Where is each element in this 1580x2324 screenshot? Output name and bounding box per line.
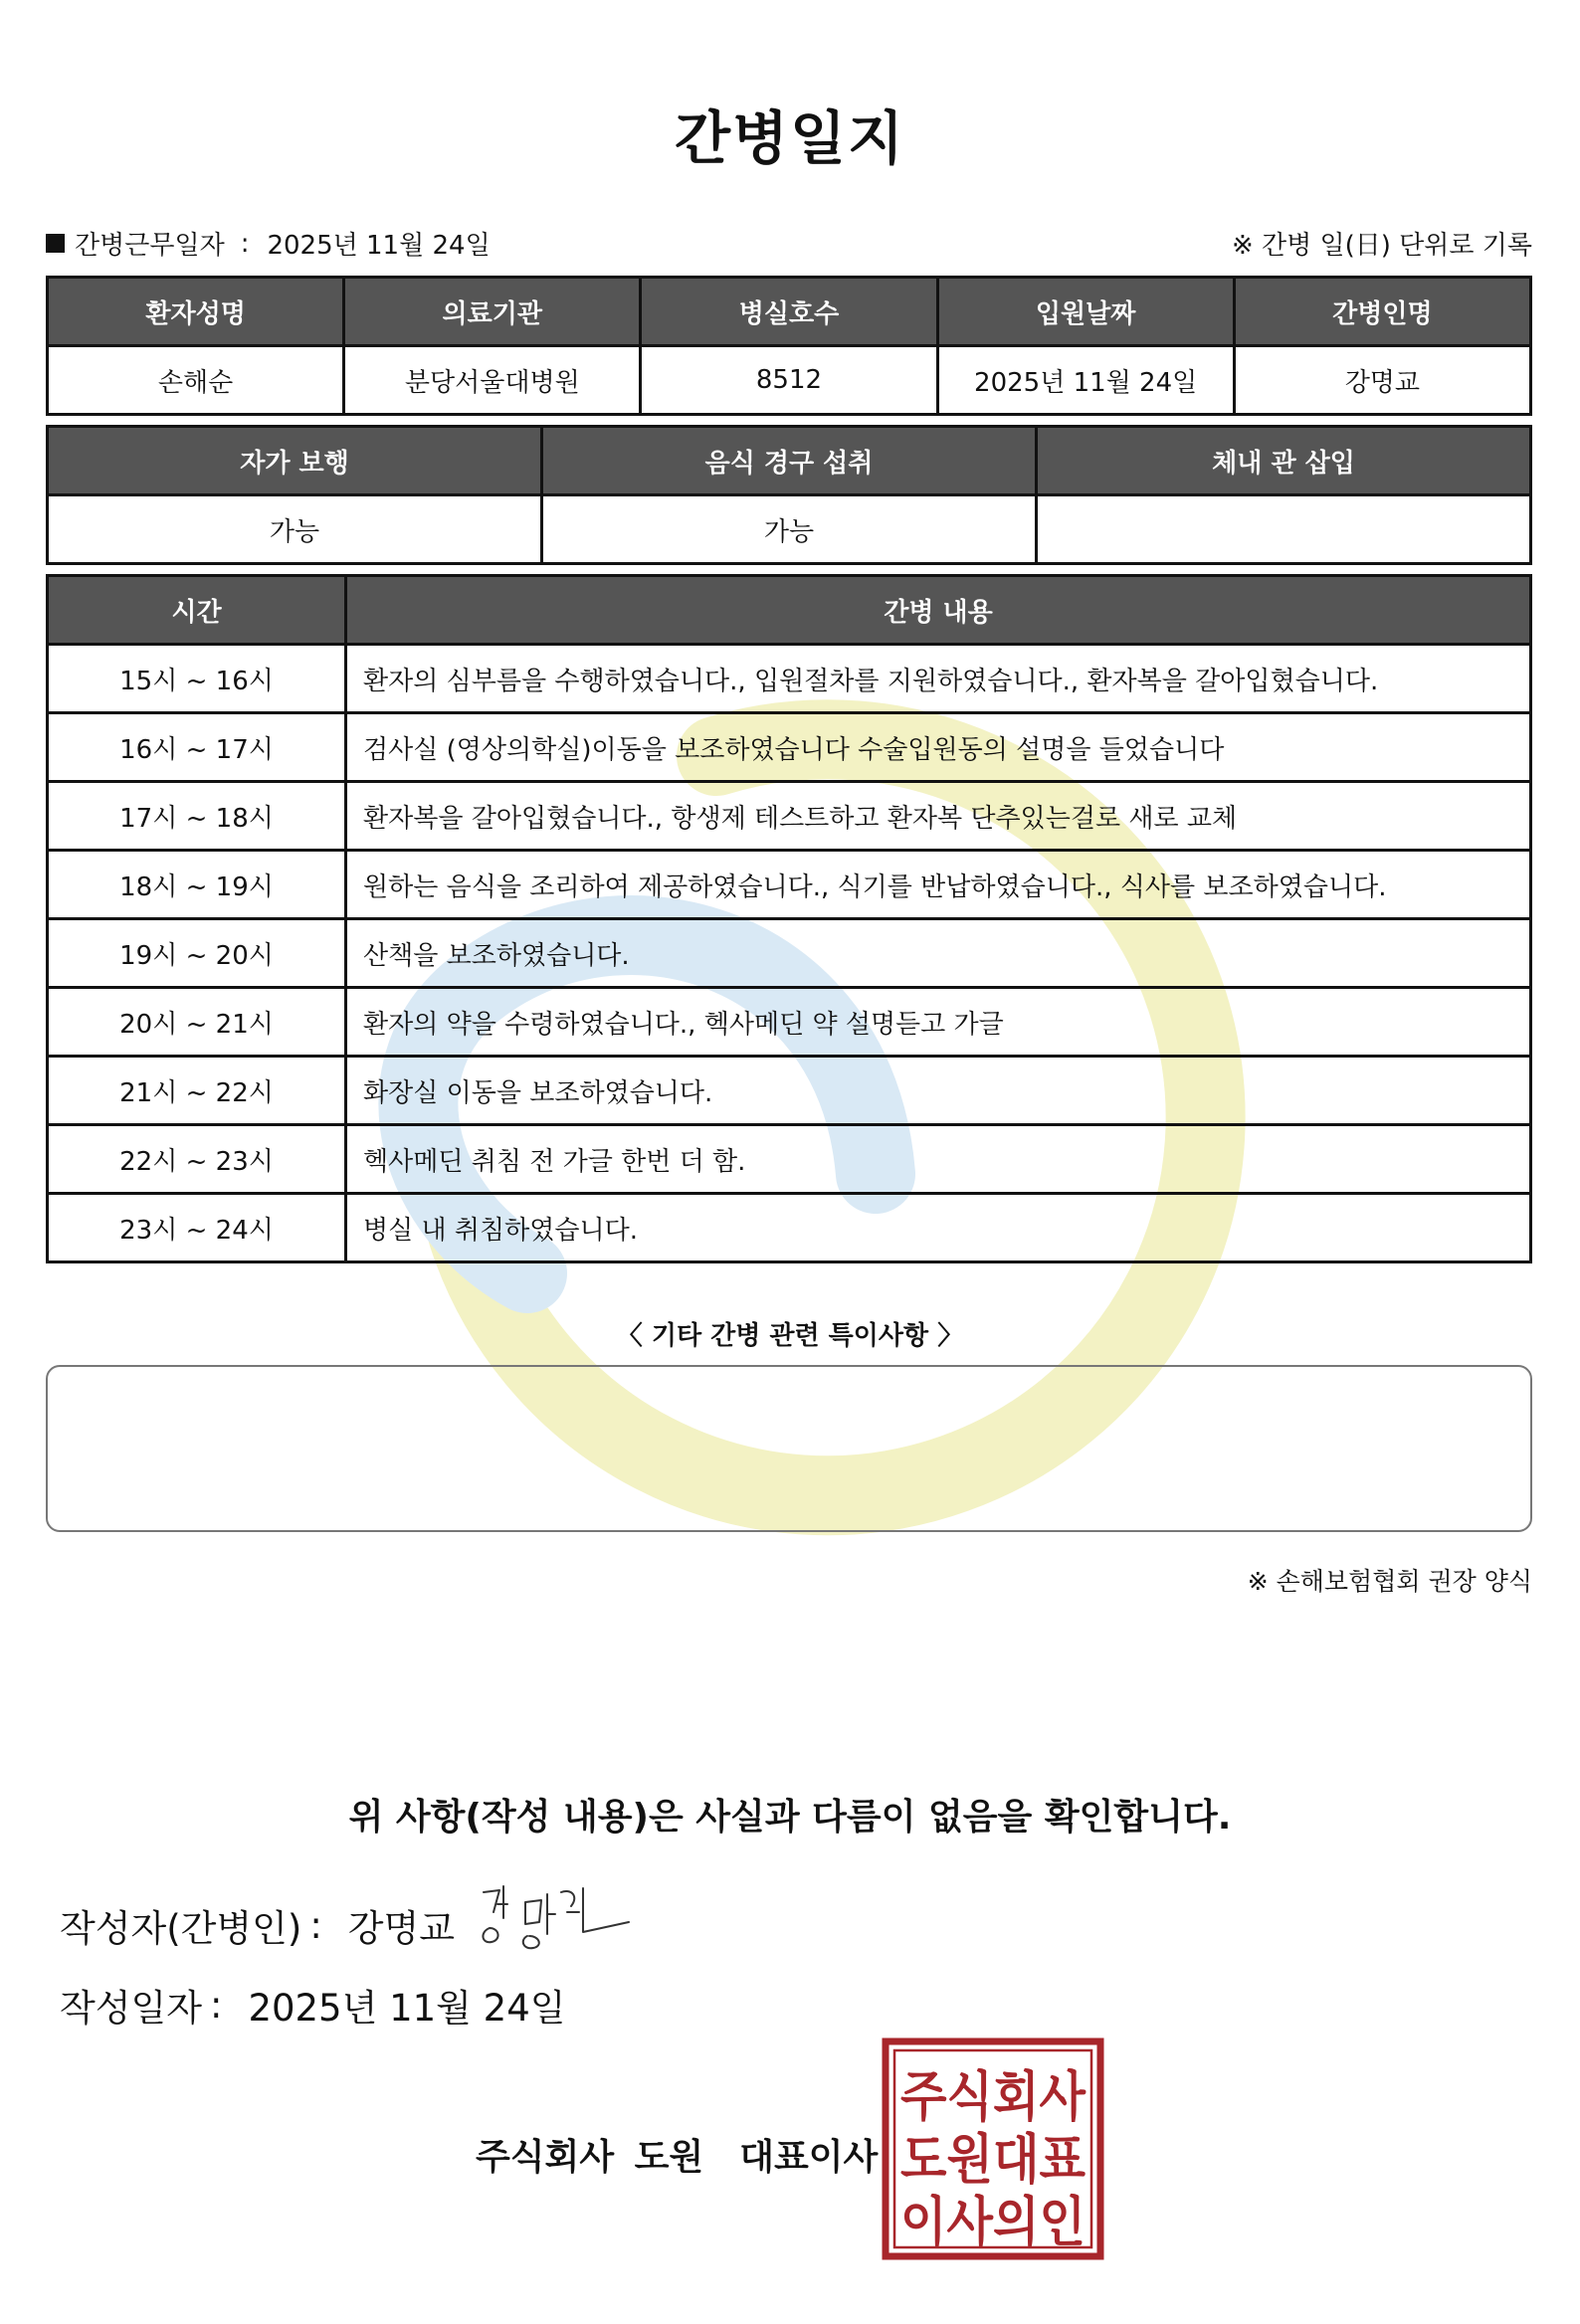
- table-row: [48, 1194, 1531, 1262]
- writer-name: 강명교: [347, 1907, 456, 1950]
- admission-date: 2025년 11월 24일: [937, 346, 1234, 415]
- signature-image: [476, 1878, 635, 1968]
- care-content-cell: 환자의 약을 수령하였습니다., 헥사메딘 약 설명듣고 가글: [346, 988, 1531, 1057]
- writer-separator: :: [309, 1903, 322, 1947]
- remarks-title: 〈 기타 간병 관련 특이사항 〉: [616, 1321, 964, 1351]
- company-name: 주식회사 도원: [476, 2137, 704, 2178]
- table-row: [48, 713, 1531, 782]
- table-row: [48, 645, 1531, 713]
- table-row: [48, 919, 1531, 988]
- self-walking-value: 가능: [48, 495, 542, 564]
- header-patient-name: 환자성명: [48, 278, 344, 346]
- work-date-label: 간병근무일자: [75, 231, 225, 261]
- time-cell: 20시 ~ 21시: [48, 988, 346, 1057]
- care-log-table: [46, 574, 1532, 1263]
- written-date-row: [60, 1978, 566, 2032]
- company-role: 대표이사: [739, 2137, 879, 2178]
- time-cell: 19시 ~ 20시: [48, 919, 346, 988]
- table-row: [48, 988, 1531, 1057]
- remarks-box: [46, 1365, 1532, 1532]
- room-number: 8512: [641, 346, 937, 415]
- header-tube-insertion: 체내 관 삽입: [1037, 427, 1531, 495]
- care-log-header-row: [48, 576, 1531, 645]
- care-content-cell: 원하는 음식을 조리하여 제공하였습니다., 식기를 반납하였습니다., 식사를 보조하였습니다.: [346, 851, 1531, 919]
- header-self-walking: 자가 보행: [48, 427, 542, 495]
- header-caregiver-name: 간병인명: [1234, 278, 1530, 346]
- table-row: [48, 782, 1531, 851]
- header-room-number: 병실호수: [641, 278, 937, 346]
- recommend-note: ※ 손해보험협회 권장 양식: [1247, 1567, 1532, 1596]
- patient-info-table: [46, 276, 1532, 416]
- header-hospital: 의료기관: [344, 278, 641, 346]
- confirmation-statement: 위 사항(작성 내용)은 사실과 다름이 없음을 확인합니다.: [348, 1797, 1232, 1838]
- work-date-value: 2025년 11월 24일: [267, 231, 491, 261]
- svg-text:주식회사: 주식회사: [900, 2065, 1086, 2128]
- time-cell: 21시 ~ 22시: [48, 1057, 346, 1125]
- care-content-cell: 검사실 (영상의학실)이동을 보조하였습니다 수술입원동의 설명을 들었습니다: [346, 713, 1531, 782]
- patient-info-value-row: [48, 346, 1531, 415]
- care-content-cell: 헥사메딘 취침 전 가글 한번 더 함.: [346, 1125, 1531, 1194]
- written-date-label: 작성일자: [60, 1987, 202, 2030]
- svg-text:이사의인: 이사의인: [900, 2191, 1086, 2253]
- table-row: [48, 851, 1531, 919]
- care-content-cell: 환자복을 갈아입혔습니다., 항생제 테스트하고 환자복 단추있는걸로 새로 교체: [346, 782, 1531, 851]
- time-cell: 18시 ~ 19시: [48, 851, 346, 919]
- status-header-row: [48, 427, 1531, 495]
- work-date: [46, 225, 491, 262]
- page-title: 간병일지: [674, 104, 906, 172]
- unit-note: ※ 간병 일(日) 단위로 기록: [1231, 231, 1532, 261]
- time-cell: 16시 ~ 17시: [48, 713, 346, 782]
- time-cell: 22시 ~ 23시: [48, 1125, 346, 1194]
- written-date-value: 2025년 11월 24일: [248, 1987, 566, 2030]
- time-cell: 15시 ~ 16시: [48, 645, 346, 713]
- header-oral-intake: 음식 경구 섭취: [542, 427, 1037, 495]
- care-content-cell: 환자의 심부름을 수행하였습니다., 입원절차를 지원하였습니다., 환자복을 갈아입혔습니다.: [346, 645, 1531, 713]
- hospital-name: 분당서울대병원: [344, 346, 641, 415]
- table-row: [48, 1125, 1531, 1194]
- status-value-row: [48, 495, 1531, 564]
- care-content-cell: 산책을 보조하였습니다.: [346, 919, 1531, 988]
- header-admission-date: 입원날짜: [937, 278, 1234, 346]
- patient-status-table: [46, 425, 1532, 565]
- company-signature-line: [476, 2129, 878, 2180]
- care-content-cell: 병실 내 취침하였습니다.: [346, 1194, 1531, 1262]
- caregiver-name: 강명교: [1234, 346, 1530, 415]
- tube-insertion-value: [1037, 495, 1531, 564]
- care-content-cell: 화장실 이동을 보조하였습니다.: [346, 1057, 1531, 1125]
- patient-info-header-row: [48, 278, 1531, 346]
- time-cell: 17시 ~ 18시: [48, 782, 346, 851]
- square-bullet-icon: [46, 234, 65, 253]
- svg-text:도원대표: 도원대표: [900, 2128, 1086, 2191]
- company-seal-stamp: [882, 2037, 1104, 2260]
- oral-intake-value: 가능: [542, 495, 1037, 564]
- table-row: [48, 1057, 1531, 1125]
- header-time: 시간: [48, 576, 346, 645]
- written-date-separator: :: [209, 1983, 223, 2027]
- patient-name: 손해순: [48, 346, 344, 415]
- header-care-content: 간병 내용: [346, 576, 1531, 645]
- work-date-separator: :: [240, 228, 250, 259]
- writer-label: 작성자(간병인): [60, 1907, 302, 1950]
- writer-row: [60, 1898, 455, 1952]
- time-cell: 23시 ~ 24시: [48, 1194, 346, 1262]
